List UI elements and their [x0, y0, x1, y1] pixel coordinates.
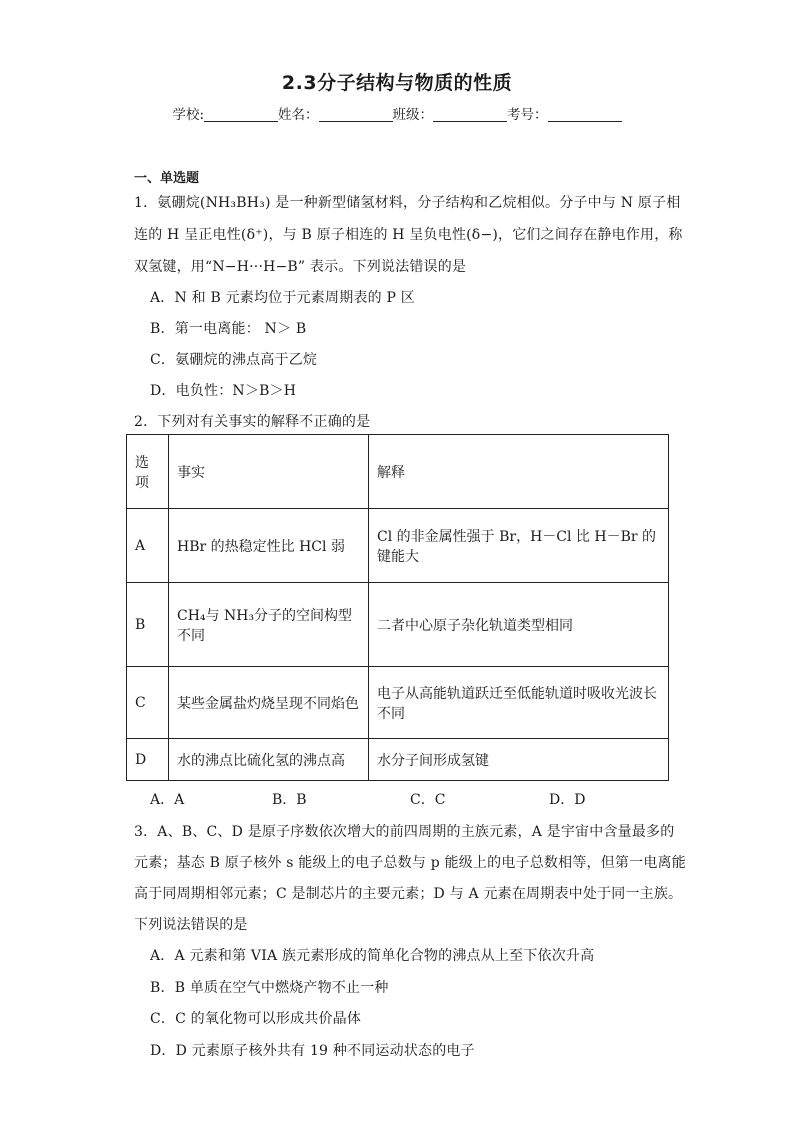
table-cell-explanation: 电子从高能轨道跃迁至低能轨道时吸收光波长不同: [369, 667, 669, 739]
table-cell-option: A: [127, 509, 169, 583]
table-cell-option: D: [127, 739, 169, 781]
q1-option-d: D．电负性：N＞B＞H: [150, 383, 297, 399]
q3-option-c: C．C 的氧化物可以形成共价晶体: [150, 1011, 362, 1027]
exam-no-blank[interactable]: [548, 107, 622, 122]
table-cell-fact: 某些金属盐灼烧呈现不同焰色: [169, 667, 369, 739]
table-row: [127, 739, 669, 781]
q3-stem-line-3: 高于同周期相邻元素；C 是制芯片的主要元素；D 与 A 元素在周期表中处于同一主族。: [134, 886, 683, 902]
table-header-explanation: 解释: [369, 435, 669, 509]
school-blank[interactable]: [204, 107, 278, 122]
q3-option-b: B．B 单质在空气中燃烧产物不止一种: [150, 980, 389, 996]
table-cell-option: B: [127, 583, 169, 667]
q3-option-a: A．A 元素和第 VIA 族元素形成的简单化合物的沸点从上至下依次升高: [150, 948, 595, 964]
table-cell-option: C: [127, 667, 169, 739]
class-label: 班级：: [392, 107, 434, 123]
table-row: [127, 509, 669, 583]
table-cell-explanation: Cl 的非金属性强于 Br，H－Cl 比 H－Br 的键能大: [369, 509, 669, 583]
q2-choice-d: D．D: [549, 792, 586, 808]
table-row: [127, 583, 669, 667]
q2-table: [126, 434, 669, 781]
table-cell-explanation: 二者中心原子杂化轨道类型相同: [369, 583, 669, 667]
q3-stem-line-4: 下列说法错误的是: [134, 917, 248, 933]
q1-option-b: B．第一电离能： N＞ B: [150, 321, 307, 337]
table-header-row: [127, 435, 669, 509]
q2-choice-c: C．C: [410, 792, 446, 808]
table-row: [127, 667, 669, 739]
q1-stem-line-3: 双氢键，用“N−H···H−B” 表示。下列说法错误的是: [134, 259, 467, 275]
name-blank[interactable]: [319, 107, 393, 122]
table-header-fact: 事实: [169, 435, 369, 509]
school-label: 学校:: [172, 107, 205, 123]
q1-stem-line-1: 1．氨硼烷(NH₃BH₃) 是一种新型储氢材料，分子结构和乙烷相似。分子中与 N 原子相: [134, 195, 681, 211]
q3-stem-line-2: 元素；基态 B 原子核外 s 能级上的电子总数与 p 能级上的电子总数相等，但第一电离能: [134, 855, 686, 871]
table-cell-fact: 水的沸点比硫化氢的沸点高: [169, 739, 369, 781]
q3-option-d: D．D 元素原子核外共有 19 种不同运动状态的电子: [150, 1043, 475, 1059]
q2-choice-a: A．A: [150, 792, 185, 808]
table-cell-explanation: 水分子间形成氢键: [369, 739, 669, 781]
table-cell-fact: CH₄与 NH₃分子的空间构型不同: [169, 583, 369, 667]
q1-stem-line-2: 连的 H 呈正电性(δ⁺)，与 B 原子相连的 H 呈负电性(δ−)，它们之间存在静电作用，称: [134, 227, 683, 243]
q3-stem-line-1: 3．A、B、C、D 是原子序数依次增大的前四周期的主族元素，A 是宇宙中含量最多的: [134, 824, 675, 840]
exam-no-label: 考号：: [507, 107, 548, 123]
section-heading: 一、单选题: [134, 171, 200, 186]
class-blank[interactable]: [433, 107, 507, 122]
q1-option-a: A．N 和 B 元素均位于元素周期表的 P 区: [150, 290, 415, 306]
name-label: 姓名：: [278, 107, 319, 123]
page-title: 2.3分子结构与物质的性质: [281, 72, 513, 94]
q2-stem: 2．下列对有关事实的解释不正确的是: [134, 414, 371, 430]
q2-choice-b: B．B: [272, 792, 307, 808]
table-header-option: 选项: [127, 435, 169, 509]
student-info-line: [0, 103, 794, 123]
q1-option-c: C．氨硼烷的沸点高于乙烷: [150, 352, 318, 368]
table-cell-fact: HBr 的热稳定性比 HCl 弱: [169, 509, 369, 583]
